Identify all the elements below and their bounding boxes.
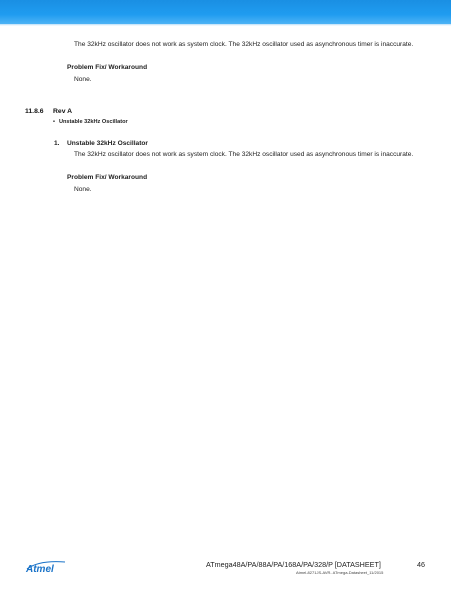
problem-fix-text: None. [74, 76, 92, 83]
header-band [0, 0, 451, 24]
errata-bullet-item [53, 119, 128, 125]
errata-item-number: 1. [54, 140, 60, 147]
atmel-logo [25, 558, 67, 574]
errata-item-fix-text: None. [74, 186, 92, 193]
section-title: Rev A [53, 108, 73, 115]
section-number: 11.8.6 [25, 108, 44, 115]
errata-bullet-text: Unstable 32kHz Oscillator [58, 119, 128, 125]
bullet-icon: • [53, 119, 55, 125]
atmel-logo-text: Atmel [26, 564, 54, 574]
footer-page-number: 46 [417, 560, 425, 569]
footer-document-code: Atmel-8271JS-AVR- ATmega-Datasheet_11/2015 [296, 570, 384, 575]
errata-item-title: Unstable 32kHz Oscillator [67, 140, 148, 147]
footer-document-title: ATmega48A/PA/88A/PA/168A/PA/328/P [DATASHEET] [206, 560, 381, 569]
problem-fix-heading: Problem Fix/ Workaround [67, 64, 148, 71]
header-band-edge [0, 24, 451, 26]
errata-item-fix-heading: Problem Fix/ Workaround [67, 174, 148, 181]
oscillator-description-paragraph: The 32kHz oscillator does not work as system clock. The 32kHz oscillator used as asynchronous timer is inaccurate. [74, 41, 414, 48]
errata-item-paragraph: The 32kHz oscillator does not work as system clock. The 32kHz oscillator used as asynchronous timer is inaccurate. [74, 151, 414, 158]
